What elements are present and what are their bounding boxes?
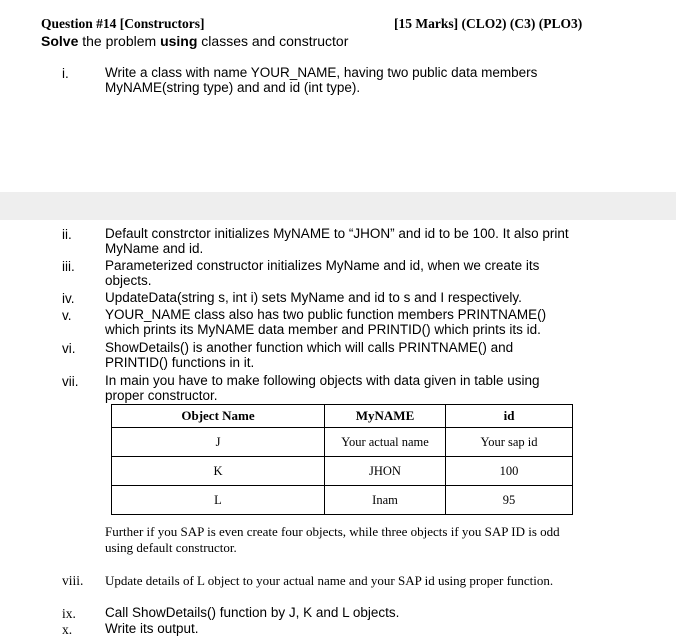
table-header-row — [112, 405, 573, 428]
item-text: In main you have to make following objects with data given in table using proper constructor. — [105, 373, 540, 403]
further-note: Further if you SAP is even create four objects, while three objects if you SAP ID is odd using default constructor. — [105, 524, 560, 555]
instruction-solve: Solve — [41, 33, 79, 49]
table-cell: JHON — [325, 457, 446, 486]
table-cell: J — [112, 428, 325, 457]
item-number: v. — [62, 308, 72, 323]
table-row — [112, 428, 573, 457]
table-cell: 95 — [446, 486, 573, 515]
item-number: vii. — [62, 374, 79, 389]
item-number: ii. — [62, 227, 72, 242]
item-text: ShowDetails() is another function which will calls PRINTNAME() and PRINTID() functions in it. — [105, 340, 514, 370]
table-cell: K — [112, 457, 325, 486]
objects-table — [111, 404, 573, 515]
item-text: Write a class with name YOUR_NAME, having two public data members MyNAME(string type) and and id (int type). — [105, 65, 538, 95]
table-row — [112, 486, 573, 515]
instruction — [41, 33, 348, 49]
item-text: YOUR_NAME class also has two public function members PRINTNAME() which prints its MyNAME data member and PRINTID() which prints its id. — [105, 307, 547, 337]
item-number: iv. — [62, 291, 75, 306]
table-cell: Your sap id — [446, 428, 573, 457]
item-number: i. — [62, 66, 69, 81]
item-text: Call ShowDetails() function by J, K and L objects. — [105, 605, 400, 620]
item-text: UpdateData(string s, int i) sets MyName and id to s and I respectively. — [105, 290, 522, 305]
table-header-cell: id — [446, 405, 573, 428]
item-number: vi. — [62, 341, 76, 356]
item-text: Update details of L object to your actual name and your SAP id using proper function. — [105, 573, 554, 588]
table-cell: L — [112, 486, 325, 515]
page-gap — [0, 192, 676, 220]
table-cell: Your actual name — [325, 428, 446, 457]
question-title: Question #14 [Constructors] — [41, 16, 205, 31]
table-cell: Inam — [325, 486, 446, 515]
table-header-cell: MyNAME — [325, 405, 446, 428]
table-cell: 100 — [446, 457, 573, 486]
item-text: Parameterized constructor initializes MyName and id, when we create its objects. — [105, 258, 540, 288]
item-number: x. — [62, 622, 73, 637]
instruction-using: using — [160, 33, 198, 49]
marks-label: [15 Marks] (CLO2) (C3) (PLO3) — [394, 16, 583, 31]
item-number: ix. — [62, 606, 76, 621]
item-number: iii. — [62, 259, 75, 274]
table-row — [112, 457, 573, 486]
table-header-cell: Object Name — [112, 405, 325, 428]
item-number: viii. — [62, 573, 84, 588]
item-text: Default constrctor initializes MyNAME to “JHON” and id to be 100. It also print MyName and id. — [105, 226, 569, 256]
instruction-post: classes and constructor — [197, 33, 349, 49]
item-text: Write its output. — [105, 621, 199, 636]
instruction-mid: the problem — [78, 33, 161, 49]
